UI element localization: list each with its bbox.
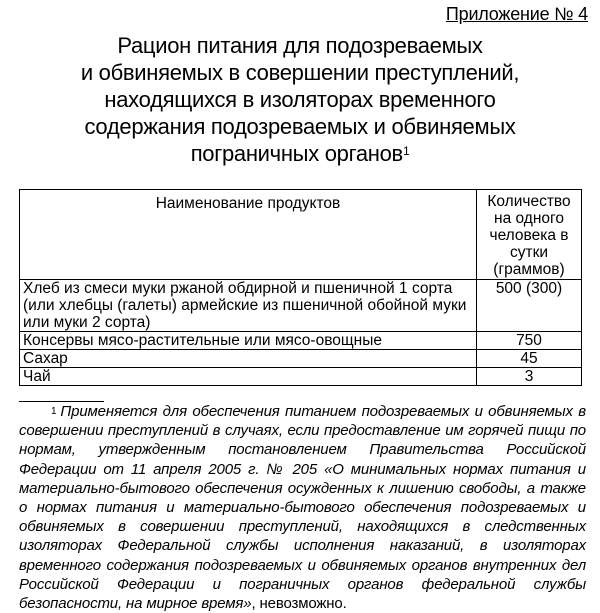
footnote-mark: 1: [51, 406, 57, 417]
product-quantity: 750: [477, 332, 582, 350]
footnote-ending: , невозможно.: [251, 595, 347, 613]
title-line: и обвиняемых в совершении преступлений,: [80, 60, 520, 85]
header-product-name: Наименование продуктов: [20, 190, 477, 280]
document-title: [20, 32, 580, 167]
product-quantity: 45: [477, 350, 582, 368]
product-quantity: 3: [477, 368, 582, 386]
table-row: [20, 332, 582, 350]
table-row: [20, 280, 582, 332]
table-header-row: [20, 190, 582, 280]
product-name: Чай: [20, 368, 477, 386]
title-footnote-ref: 1: [402, 144, 410, 158]
title-line: пограничных органов: [190, 141, 403, 166]
product-name: Сахар: [20, 350, 477, 368]
product-name: Хлеб из смеси муки ржаной обдирной и пшеничной 1 сорта (или хлебцы (галеты) армейские из пшеничной обойной муки или муки 2 сорта): [20, 280, 477, 332]
table-row: [20, 368, 582, 386]
product-name: Консервы мясо-растительные или мясо-овощные: [20, 332, 477, 350]
footnote-text: Применяется для обеспечения питанием подозреваемых и обвиняемых в совершении преступлений в случаях, если предоставление им горячей пищи по нормам, утвержденным постановлением Правительства Российской Федерации от 11 апреля 2005 г. № 205 «О минимальных нормах питания и материально-бытового обеспечения осужденных к лишению свободы, а также о нормах питания и материально-бытового обеспечения подозреваемых и обвиняемых в совершении преступлений, находящихся в следственных изоляторах Федеральной службы исполнения наказаний, в изоляторах временного содержания подозреваемых и обвиняемых органов внутренних дел Российской Федерации и пограничных органов федеральной службы безопасности, на мирное время»: [19, 403, 586, 613]
table-row: [20, 350, 582, 368]
appendix-label: Приложение № 4: [445, 4, 588, 24]
footnote: [19, 402, 586, 613]
title-line: содержания подозреваемых и обвиняемых: [84, 114, 516, 139]
ration-table: [19, 189, 582, 386]
title-line: находящихся в изоляторах временного: [104, 87, 496, 112]
title-line: Рацион питания для подозреваемых: [117, 33, 483, 58]
header-quantity: Количество на одного человека в сутки (граммов): [477, 190, 582, 280]
product-quantity: 500 (300): [477, 280, 582, 332]
